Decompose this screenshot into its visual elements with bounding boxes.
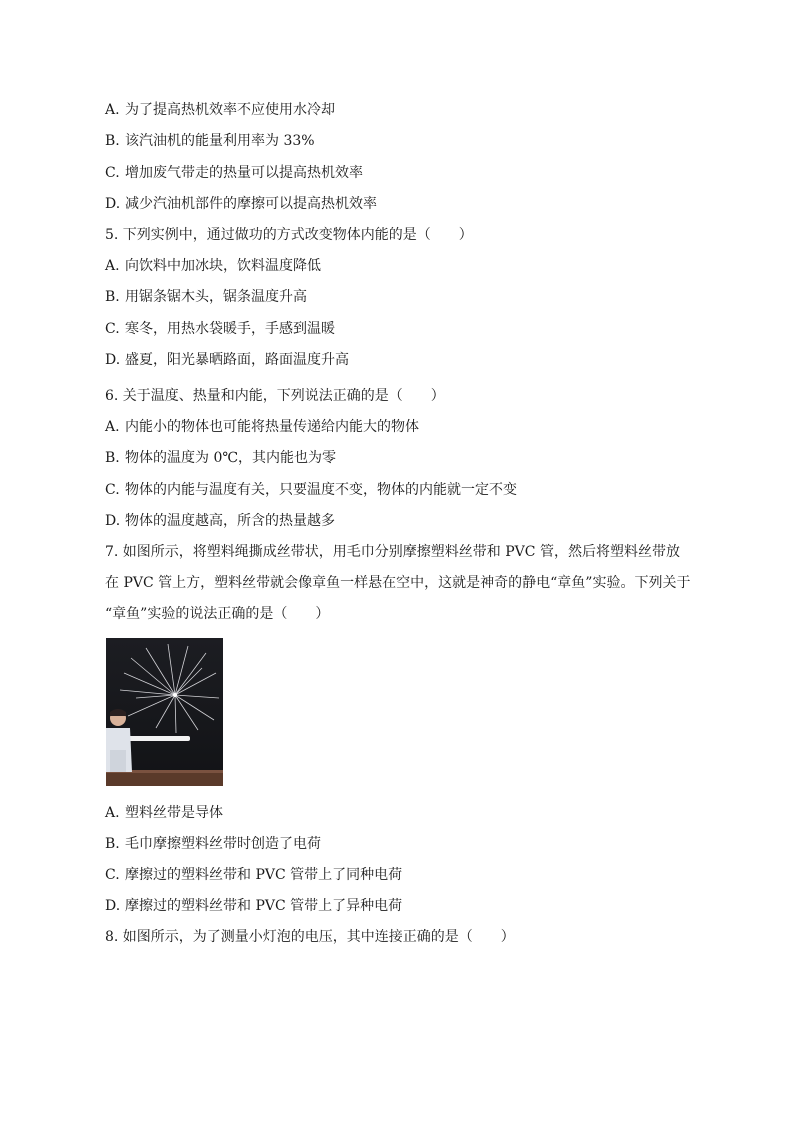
option-letter: C. [105, 165, 120, 181]
q8-stem: 8. 如图所示，为了测量小灯泡的电压，其中连接正确的是（ ） [105, 929, 515, 945]
q6-option-d [105, 511, 335, 531]
q6-option-b [105, 448, 336, 468]
option-letter: D. [105, 196, 121, 212]
q4-option-b [105, 131, 315, 151]
option-letter: A. [105, 419, 120, 435]
q5-option-a [105, 256, 321, 276]
q4-option-a [105, 100, 335, 120]
q7-option-b [105, 834, 321, 854]
q7-stem-line: 7. 如图所示，将塑料绳撕成丝带状，用毛巾分别摩擦塑料丝带和 PVC 管，然后将塑料丝带放 [105, 544, 680, 560]
option-letter: B. [105, 133, 120, 149]
q7-option-c [105, 865, 402, 885]
option-letter: A. [105, 258, 120, 274]
option-text: 摩擦过的塑料丝带和 PVC 管带上了同种电荷 [125, 867, 403, 883]
option-letter: B. [105, 450, 120, 466]
option-text: 增加废气带走的热量可以提高热机效率 [125, 165, 363, 181]
option-text: 摩擦过的塑料丝带和 PVC 管带上了异种电荷 [125, 898, 403, 914]
q7-stem-line: “章鱼”实验的说法正确的是（ ） [105, 606, 330, 622]
option-letter: D. [105, 898, 121, 914]
option-text: 内能小的物体也可能将热量传递给内能大的物体 [125, 419, 419, 435]
option-letter: D. [105, 352, 121, 368]
static-octopus-photo [106, 638, 223, 786]
option-text: 物体的温度越高，所含的热量越多 [125, 513, 335, 529]
option-text: 减少汽油机部件的摩擦可以提高热机效率 [125, 196, 377, 212]
option-letter: A. [105, 805, 120, 821]
q6-option-a [105, 417, 419, 437]
q5-option-b [105, 287, 307, 307]
q5-stem: 5. 下列实例中，通过做功的方式改变物体内能的是（ ） [105, 227, 473, 243]
option-text: 毛巾摩擦塑料丝带时创造了电荷 [125, 836, 321, 852]
option-letter: B. [105, 836, 120, 852]
q4-option-c [105, 163, 363, 183]
option-letter: C. [105, 867, 120, 883]
option-text: 为了提高热机效率不应使用水冷却 [125, 102, 335, 118]
option-text: 塑料丝带是导体 [125, 805, 223, 821]
q5-option-d [105, 350, 349, 370]
q6-stem: 6. 关于温度、热量和内能，下列说法正确的是（ ） [105, 388, 445, 404]
option-text: 向饮料中加冰块，饮料温度降低 [125, 258, 321, 274]
static-octopus-illustration [106, 638, 223, 786]
option-text: 寒冬，用热水袋暖手，手感到温暖 [125, 321, 335, 337]
option-text: 该汽油机的能量利用率为 33% [125, 133, 315, 149]
option-text: 盛夏，阳光暴晒路面，路面温度升高 [125, 352, 349, 368]
q7-option-d [105, 896, 402, 916]
option-letter: D. [105, 513, 121, 529]
option-letter: A. [105, 102, 120, 118]
q7-option-a [105, 803, 223, 823]
q7-stem-line: 在 PVC 管上方，塑料丝带就会像章鱼一样悬在空中，这就是神奇的静电“章鱼”实验。下列关于 [105, 575, 691, 591]
option-text: 用锯条锯木头，锯条温度升高 [125, 289, 307, 305]
q6-option-c [105, 480, 517, 500]
option-letter: C. [105, 482, 120, 498]
q5-option-c [105, 319, 335, 339]
option-text: 物体的内能与温度有关，只要温度不变，物体的内能就一定不变 [125, 482, 517, 498]
option-letter: C. [105, 321, 120, 337]
option-letter: B. [105, 289, 120, 305]
q4-option-d [105, 194, 377, 214]
option-text: 物体的温度为 0℃，其内能也为零 [125, 450, 337, 466]
